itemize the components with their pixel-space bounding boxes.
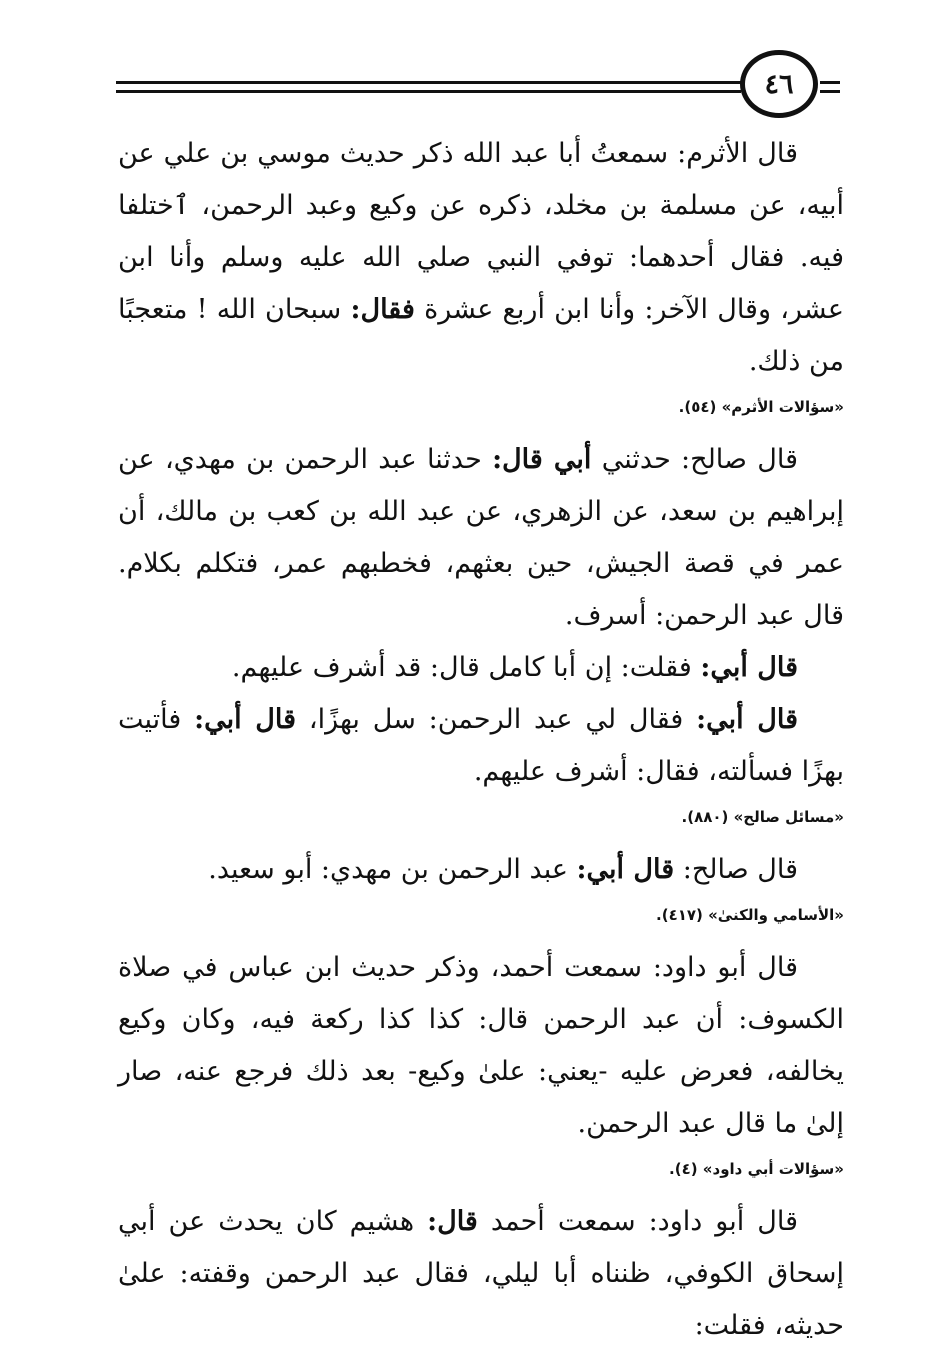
citation-reference: «سؤالات أبي داود» (٤). <box>669 1160 844 1178</box>
paragraph-text: قال أبو داود: سمعت أحمد <box>477 1206 798 1237</box>
page-number: ٤٦ <box>764 68 794 100</box>
text-paragraph <box>118 694 844 798</box>
paragraph-text: فقلت: إن أبا كامل قال: قد أشرف عليهم. <box>231 652 701 683</box>
text-paragraph <box>118 844 844 896</box>
paragraph-text: قال صالح: حدثني <box>591 444 798 475</box>
header-rule <box>820 81 840 84</box>
paragraph-text: قال أبو داود: سمعت أحمد، وذكر حديث ابن عباس في صلاة الكسوف: أن عبد الرحمن قال: كذا كذا ركعة فيه، وكان وكيع يخالفه، فعرض عليه -يعني: علىٰ وكيع- بعد ذلك فرجع عنه، صار إلىٰ ما قال عبد الرحمن. <box>118 952 844 1139</box>
speaker-label: قال أبي: <box>194 704 297 735</box>
text-paragraph <box>118 1196 844 1352</box>
paragraph-text: حدثنا عبد الرحمن بن مهدي، عن إبراهيم بن سعد، عن الزهري، عن عبد الله بن كعب بن مالك، أن عمر في قصة الجيش، حين بعثهم، فخطبهم عمر، فتكلم بكلام. قال عبد الرحمن: أسرف. <box>118 444 844 631</box>
text-paragraph <box>118 128 844 388</box>
paragraph-text: سبحان الله ! متعجبًا من ذلك. <box>118 294 844 377</box>
speaker-label: قال: <box>427 1206 478 1237</box>
speaker-label: فقال: <box>350 294 415 325</box>
paragraph-text: قال الأثرم: سمعتُ أبا عبد الله ذكر حديث موسي بن علي عن أبيه، عن مسلمة بن مخلد، ذكره عن وكيع وعبد الرحمن، ٱختلفا فيه. فقال أحدهما: توفي النبي صلي الله عليه وسلم وأنا ابن عشر، وقال الآخر: وأنا ابن أربع عشرة <box>118 138 845 325</box>
paragraph-text: فقال لي عبد الرحمن: سل بهزًا، <box>296 704 697 735</box>
text-paragraph <box>118 642 844 694</box>
citation-reference: «مسائل صالح» (٨٨٠). <box>681 808 844 826</box>
speaker-label: قال أبي: <box>700 652 798 683</box>
paragraph-text: قال صالح: <box>674 854 798 885</box>
page-body <box>118 128 844 1352</box>
citation-reference: «الأسامي والكنىٰ» (٤١٧). <box>656 906 844 924</box>
header-rule <box>116 81 741 84</box>
paragraph-text: عبد الرحمن بن مهدي: أبو سعيد. <box>208 854 577 885</box>
paragraph-text: فأتيت بهزًا فسألته، فقال: أشرف عليهم. <box>118 704 844 787</box>
speaker-label: قال أبي: <box>576 854 675 885</box>
page-number-badge <box>740 50 818 118</box>
text-paragraph <box>118 942 844 1150</box>
speaker-label: أبي قال: <box>492 444 592 475</box>
header-rule <box>116 90 741 93</box>
text-paragraph <box>118 434 844 642</box>
header-rule <box>820 90 840 93</box>
speaker-label: قال أبي: <box>696 704 799 735</box>
paragraph-text: هشيم كان يحدث عن أبي إسحاق الكوفي، ظنناه أبا ليلي، فقال عبد الرحمن وقفته: علىٰ حديثه، فقلت: <box>118 1206 844 1341</box>
citation-reference: «سؤالات الأثرم» (٥٤). <box>678 398 844 416</box>
